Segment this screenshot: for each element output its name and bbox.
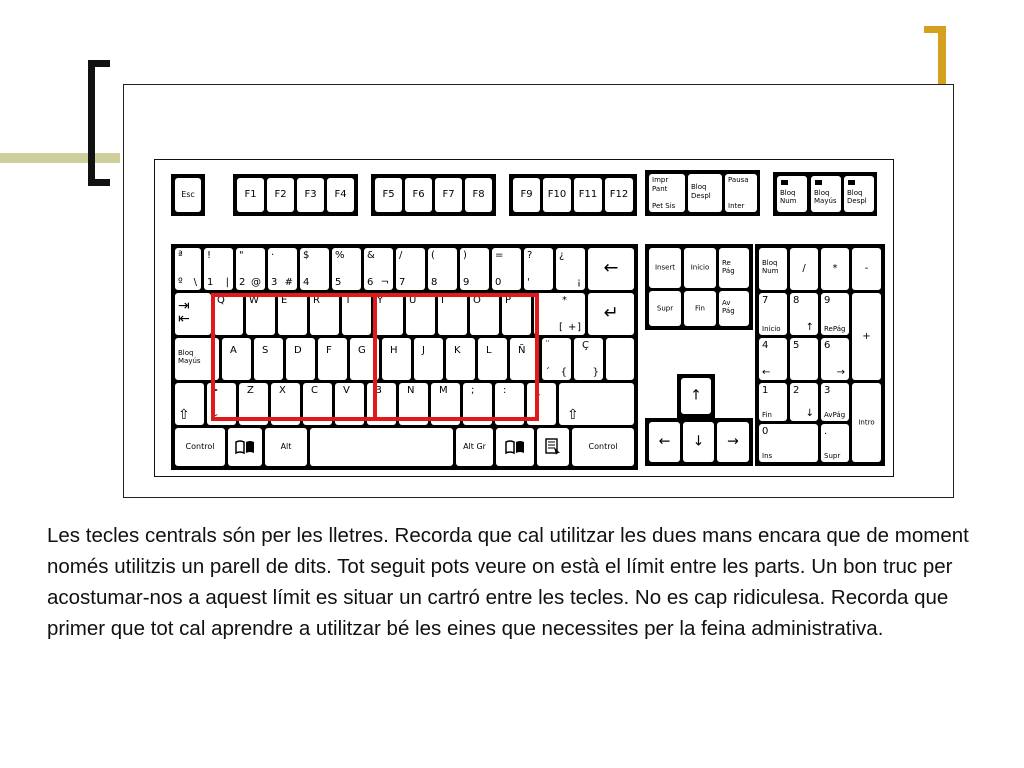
- key-5[interactable]: % 5: [332, 248, 361, 290]
- key-apostrophe[interactable]: ? ': [524, 248, 553, 290]
- key-tab[interactable]: ⇥ ⇤: [175, 293, 211, 335]
- key-p[interactable]: P: [502, 293, 531, 335]
- key-pausa[interactable]: Pausa Inter: [725, 174, 757, 212]
- olive-accent-line: [0, 153, 120, 163]
- key-f8[interactable]: F8: [465, 178, 492, 212]
- key-num-7[interactable]: 7 Inicio: [759, 293, 787, 335]
- key-n-tilde[interactable]: Ñ: [510, 338, 539, 380]
- key-enter-upper[interactable]: ↵: [588, 293, 634, 335]
- led-bloq-num: Bloq Num: [777, 176, 807, 212]
- key-accent[interactable]: ¨ ´ {: [542, 338, 571, 380]
- key-f9[interactable]: F9: [513, 178, 540, 212]
- key-supr[interactable]: Supr: [649, 291, 681, 326]
- key-4[interactable]: $ 4: [300, 248, 329, 290]
- key-c[interactable]: C: [303, 383, 332, 425]
- key-windows-left[interactable]: [228, 428, 262, 466]
- key-backspace[interactable]: ←: [588, 248, 634, 290]
- key-f5[interactable]: F5: [375, 178, 402, 212]
- key-q[interactable]: Q: [214, 293, 243, 335]
- key-num-3[interactable]: 3 AvPág: [821, 383, 849, 421]
- key-y[interactable]: Y: [374, 293, 403, 335]
- left-bracket-top: [88, 60, 110, 67]
- key-f7[interactable]: F7: [435, 178, 462, 212]
- key-w[interactable]: W: [246, 293, 275, 335]
- key-o[interactable]: O: [470, 293, 499, 335]
- key-insert[interactable]: Insert: [649, 248, 681, 288]
- key-num-decimal[interactable]: . Supr: [821, 424, 849, 462]
- key-8[interactable]: ( 8: [428, 248, 457, 290]
- left-bracket-vertical: [88, 60, 95, 186]
- key-n[interactable]: N: [399, 383, 428, 425]
- key-l[interactable]: L: [478, 338, 507, 380]
- key-num-subtract[interactable]: -: [852, 248, 881, 290]
- key-s[interactable]: S: [254, 338, 283, 380]
- key-control-right[interactable]: Control: [572, 428, 634, 466]
- menu-icon: [545, 438, 561, 456]
- key-num-4[interactable]: 4 ←: [759, 338, 787, 380]
- key-i[interactable]: I: [438, 293, 467, 335]
- keyboard-illustration: [154, 159, 894, 477]
- key-7[interactable]: / 7: [396, 248, 425, 290]
- key-9[interactable]: ) 9: [460, 248, 489, 290]
- key-num-add[interactable]: +: [852, 293, 881, 380]
- key-b[interactable]: B: [367, 383, 396, 425]
- key-f4[interactable]: F4: [327, 178, 354, 212]
- key-less-than[interactable]: > <: [207, 383, 236, 425]
- key-impr-pant[interactable]: Impr Pant Pet Sis: [649, 174, 685, 212]
- key-h[interactable]: H: [382, 338, 411, 380]
- key-arrow-up[interactable]: ↑: [681, 378, 711, 414]
- key-f6[interactable]: F6: [405, 178, 432, 212]
- key-f3[interactable]: F3: [297, 178, 324, 212]
- key-f10[interactable]: F10: [543, 178, 571, 212]
- key-t[interactable]: T: [342, 293, 371, 335]
- key-m[interactable]: M: [431, 383, 460, 425]
- key-f12[interactable]: F12: [605, 178, 633, 212]
- led-bloq-despl: Bloq Despl: [844, 176, 874, 212]
- key-caps-lock[interactable]: Bloq Mayús: [175, 338, 219, 380]
- key-inverted-question[interactable]: ¿ ¡: [556, 248, 585, 290]
- key-0[interactable]: = 0: [492, 248, 521, 290]
- key-x[interactable]: X: [271, 383, 300, 425]
- key-inicio[interactable]: Inicio: [684, 248, 716, 288]
- key-2[interactable]: " 2 @: [236, 248, 265, 290]
- key-3[interactable]: · 3 #: [268, 248, 297, 290]
- key-alt-gr[interactable]: Alt Gr: [456, 428, 493, 466]
- key-v[interactable]: V: [335, 383, 364, 425]
- key-windows-right[interactable]: [496, 428, 534, 466]
- key-plus-bracket[interactable]: * [ + ]: [556, 293, 585, 335]
- windows-icon: [505, 439, 525, 455]
- key-k[interactable]: K: [446, 338, 475, 380]
- key-z[interactable]: Z: [239, 383, 268, 425]
- key-j[interactable]: J: [414, 338, 443, 380]
- key-num-lock[interactable]: Bloq Num: [759, 248, 787, 290]
- key-d[interactable]: D: [286, 338, 315, 380]
- key-f[interactable]: F: [318, 338, 347, 380]
- key-control-left[interactable]: Control: [175, 428, 225, 466]
- key-minus[interactable]: _ -: [527, 383, 556, 425]
- key-num-5[interactable]: 5: [790, 338, 818, 380]
- key-f2[interactable]: F2: [267, 178, 294, 212]
- key-num-2[interactable]: 2 ↓: [790, 383, 818, 421]
- key-u[interactable]: U: [406, 293, 435, 335]
- key-shift-left[interactable]: ⇧: [175, 383, 204, 425]
- key-f1[interactable]: F1: [237, 178, 264, 212]
- key-esc[interactable]: Esc: [175, 178, 201, 212]
- key-re-pag[interactable]: Re Pág: [719, 248, 749, 288]
- key-a[interactable]: A: [222, 338, 251, 380]
- key-num-divide[interactable]: /: [790, 248, 818, 290]
- key-num-1[interactable]: 1 Fin: [759, 383, 787, 421]
- key-fin[interactable]: Fin: [684, 291, 716, 326]
- key-menu[interactable]: [537, 428, 569, 466]
- key-shift-right[interactable]: ⇧: [559, 383, 634, 425]
- key-comma[interactable]: ; ,: [463, 383, 492, 425]
- key-num-multiply[interactable]: *: [821, 248, 849, 290]
- key-r[interactable]: R: [310, 293, 339, 335]
- key-num-0[interactable]: 0 Ins: [759, 424, 818, 462]
- key-bloq-despl[interactable]: Bloq Despl: [688, 174, 722, 212]
- left-bracket-bottom: [88, 179, 110, 186]
- key-1[interactable]: ! 1 |: [204, 248, 233, 290]
- key-6[interactable]: & 6 ¬: [364, 248, 393, 290]
- caption-text: Les tecles centrals són per les lletres. Recorda que cal utilitzar les dues mans encara que de moment només utilitzis un parell de dits. Tot seguit pots veure on està el límit entre les parts. Un bon truc per acostumar-nos a aquest límit es situar un cartró entre les tecles. No es cap ridiculesa. Recorda que primer que tot cal aprendre a utilitzar bé les eines que necessites per la feina administrativa.: [47, 524, 969, 640]
- key-num-8[interactable]: 8 ↑: [790, 293, 818, 335]
- key-g[interactable]: G: [350, 338, 379, 380]
- key-e[interactable]: E: [278, 293, 307, 335]
- right-bracket-top: [924, 26, 946, 33]
- key-enter-lower[interactable]: [606, 338, 634, 380]
- key-arrow-left[interactable]: ←: [649, 422, 680, 462]
- key-num-6[interactable]: 6 →: [821, 338, 849, 380]
- key-period[interactable]: : .: [495, 383, 524, 425]
- windows-icon: [235, 439, 255, 455]
- key-av-pag[interactable]: Av Pág: [719, 291, 749, 326]
- key-num-9[interactable]: 9 RePág: [821, 293, 849, 335]
- key-ordinal[interactable]: ª º \: [175, 248, 201, 290]
- key-num-enter[interactable]: Intro: [852, 383, 881, 462]
- key-alt[interactable]: Alt: [265, 428, 307, 466]
- key-space[interactable]: [310, 428, 453, 466]
- led-bloq-mayus: Bloq Mayús: [811, 176, 841, 212]
- key-arrow-right[interactable]: →: [717, 422, 749, 462]
- key-c-cedilla[interactable]: Ç }: [574, 338, 603, 380]
- key-arrow-down[interactable]: ↓: [683, 422, 714, 462]
- key-f11[interactable]: F11: [574, 178, 602, 212]
